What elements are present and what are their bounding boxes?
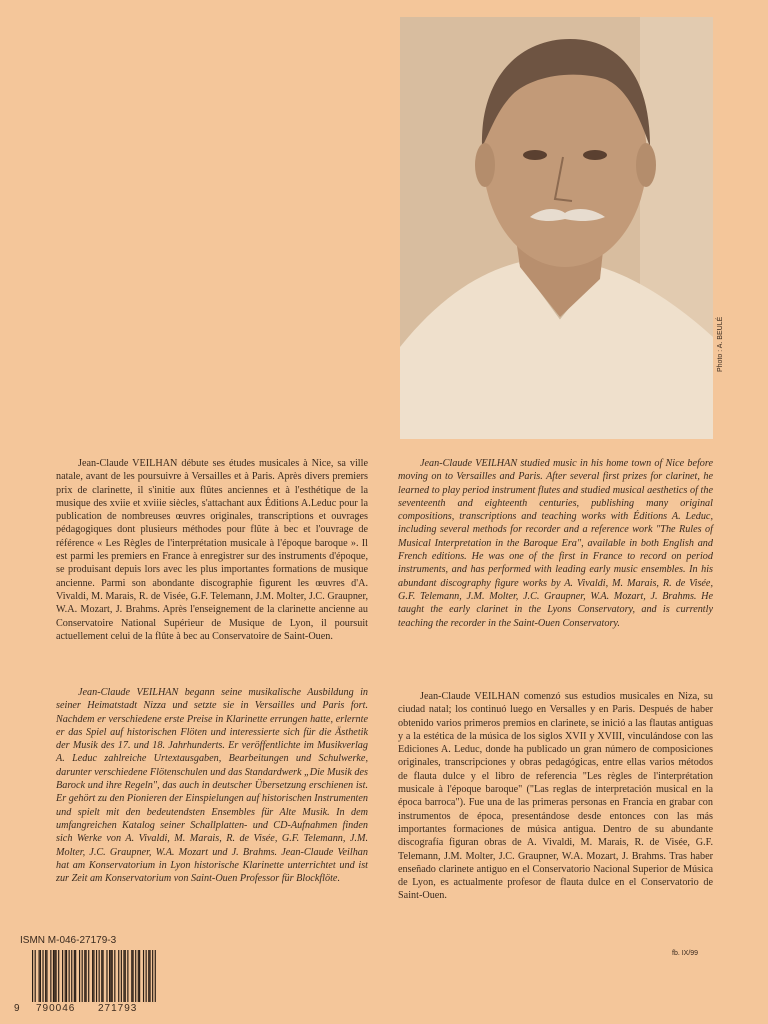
print-reference: fb. IX/99 (672, 950, 699, 957)
barcode-bar (93, 950, 94, 1002)
barcode-bar (69, 950, 70, 1002)
barcode-bar (50, 950, 51, 1002)
barcode-bar (118, 950, 119, 1002)
barcode-bar (75, 950, 76, 1002)
barcode-bar (55, 950, 56, 1002)
barcode-bar (143, 950, 144, 1002)
bio-spanish (398, 690, 713, 903)
barcode-bar (152, 950, 153, 1002)
barcode-digit-left: 790046 (36, 1003, 76, 1014)
barcode-bar (149, 950, 150, 1002)
bio-english-text: Jean-Claude VEILHAN studied music in his home town of Nice before moving on to Versailles and Paris. After several first prizes for clarinet, he learned to play period instrument flutes and studied musical aesthetics of the seventeenth and eighteenth centuries, publishing many original compositions, transcriptions and teaching works with Éditions A. Leduc, including several methods for recorder and a reference work "The Rules of Musical Interpretation in the Baroque Era", available in both English and French editions. He was one of the first in France to record on period instruments, and has performed with leading early music ensembles. In his abundant discography figure works by A. Vivaldi, M. Marais, R. de Visée, G.F. Telemann, J.M. Molter, J.C. Graupner, W.A. Mozart, J. Brahms. He taught the early clarinet in the Lyons Conservatory, and is currently teaching the recorder in the Saint-Ouen Conservatory. (398, 458, 713, 629)
barcode-bar (65, 950, 66, 1002)
barcode-bar (139, 950, 140, 1002)
barcode-bar (138, 950, 139, 1002)
bio-german-text: Jean-Claude VEILHAN begann seine musikalische Ausbildung in seiner Heimatstadt Nizza und setzte sie in Versailles und Paris fort. Nachdem er verschiedene erste Preise in Klarinette errungen hatte, erlernte er das Spiel auf historischen Flöten und interessierte sich für die Ästhetik der Musik des 17. und 18. Jahrhunderts. Er veröffentlichte im Musikverlag A. Leduc zahlreiche Urtextausgaben, Bearbeitungen und Schulwerke, darunter verschiedene Flötenschulen und das Standardwerk „Die Musik des Barock und ihre Regeln", das auch in deutscher Übersetzung erschienen ist. Er gehört zu den Pionieren der Einspielungen auf historischen Instrumenten und spielt mit den bedeutendsten Ensembles für Alte Musik. In dem umfangreichen Katalog seiner Schallplatten- und CD-Aufnahmen finden sich Werke von A. Vivaldi, M. Marais, R. de Visée, G.F. Telemann, J.M. Molter, J.C. Graupner, W.A. Mozart und J. Brahms. Jean-Claude Veilhan hat am Konservatorium in Lyon historische Klarinette unterrichtet und ist zur Zeit am Konservatorium von Saint-Ouen Professor für Blockflöte. (56, 687, 368, 885)
barcode-bar (46, 950, 47, 1002)
portrait-illustration (400, 17, 713, 439)
barcode-bar (82, 950, 83, 1002)
barcode-bar (112, 950, 113, 1002)
barcode-bar (40, 950, 41, 1002)
barcode-digit-lead: 9 (14, 1003, 21, 1014)
portrait-photo (400, 17, 713, 439)
barcode-bar (121, 950, 122, 1002)
bio-german (56, 686, 368, 885)
barcode-bar (74, 950, 75, 1002)
barcode-bar (131, 950, 132, 1002)
barcode-bar (35, 950, 36, 1002)
barcode-bar (42, 950, 43, 1002)
barcode-bar (101, 950, 102, 1002)
barcode-bar (155, 950, 156, 1002)
barcode-bar (146, 950, 147, 1002)
barcode-bar (102, 950, 103, 1002)
barcode-bar (39, 950, 40, 1002)
barcode-bar (58, 950, 59, 1002)
barcode-bar (71, 950, 72, 1002)
photo-credit: Photo : A. BEULÉ (717, 316, 724, 372)
barcode-bar (99, 950, 100, 1002)
barcode-bar (125, 950, 126, 1002)
barcode-digit-right: 271793 (98, 1003, 138, 1014)
barcode-bar (88, 950, 89, 1002)
barcode-bar (45, 950, 46, 1002)
barcode-bar (54, 950, 55, 1002)
bio-french (56, 457, 368, 643)
barcode-bars (32, 950, 156, 1002)
barcode-bar (66, 950, 67, 1002)
barcode-bar (123, 950, 124, 1002)
barcode-bar (110, 950, 111, 1002)
bio-french-text: Jean-Claude VEILHAN débute ses études musicales à Nice, sa ville natale, avant de les poursuivre à Versailles et à Paris. Après divers premiers prix de clarinette, il s'initie aux flûtes anciennes et à l'esthétique de la musique des xviie et xviiie siècles, s'attachant aux Éditions A.Leduc pour la publication de nombreuses œuvres originales, transcriptions et ouvrages pédagogiques dont plusieurs méthodes pour flûte à bec et l'ouvrage de référence « Les Règles de l'interprétation musicale à l'époque baroque ». Il est parmi les premiers en France à enregistrer sur des instruments d'époque, se produisant depuis lors avec les plus importantes formations de musique ancienne. Parmi son abondante discographie figurent les œuvres d'A. Vivaldi, M. Marais, R. de Visée, G.F. Telemann, J.M. Molter, J.C. Graupner, W.A. Mozart, J. Brahms. Après l'enseignement de la clarinette ancienne au Conservatoire National Supérieur de Musique de Lyon, il poursuit actuellement celui de la flûte à bec au Conservatoire de Saint-Ouen. (56, 458, 368, 642)
barcode-bar (53, 950, 54, 1002)
barcode-bar (62, 950, 63, 1002)
barcode-bar (109, 950, 110, 1002)
barcode-bar (114, 950, 115, 1002)
bio-spanish-text: Jean-Claude VEILHAN comenzó sus estudios musicales en Niza, su ciudad natal; los continuó luego en Versalles y en Paris. Después de haber obtenido varios primeros premios en clarinete, se inició a las flautas antiguas y a la estética de la música de los siglos XVII y XVIII, vinculándose con las Ediciones A. Leduc, donde ha publicado un gran número de composiciones originales, transcripciones y obras pedagógicas, entre ellas varios métodos de flauta dulce y el libro de referencia "Les règles de l'interprétation musicale à l'époque baroque" ("Las reglas de interpretación musical en la época barroca"). Fue una de las primeras personas en Francia en grabar con instrumentos de época, presentándose desde entonces con las más importantes formaciones de música antigua. Dentro de su abundante discografía figuran obras de A. Vivaldi, M. Marais, R. de Visée, G.F. Telemann, J.M. Molter, J.C. Graupner, W.A. Mozart, J. Brahms. Tras haber enseñado clarinete antiguo en el Conservatorio Nacional Superior de Música de Lyon, es actualmente profesor de flauta dulce en el Conservatorio de Saint-Ouen. (398, 691, 713, 902)
barcode-bar (92, 950, 93, 1002)
barcode-bar (32, 950, 33, 1002)
barcode-bar (148, 950, 149, 1002)
ismn-number: ISMN M-046-27179-3 (20, 935, 117, 946)
barcode-bar (133, 950, 134, 1002)
barcode (14, 948, 158, 1018)
barcode-bar (84, 950, 85, 1002)
bio-english (398, 457, 713, 630)
barcode-bar (79, 950, 80, 1002)
barcode-bar (127, 950, 128, 1002)
barcode-bar (96, 950, 97, 1002)
barcode-bar (86, 950, 87, 1002)
barcode-bar (135, 950, 136, 1002)
barcode-bar (106, 950, 107, 1002)
